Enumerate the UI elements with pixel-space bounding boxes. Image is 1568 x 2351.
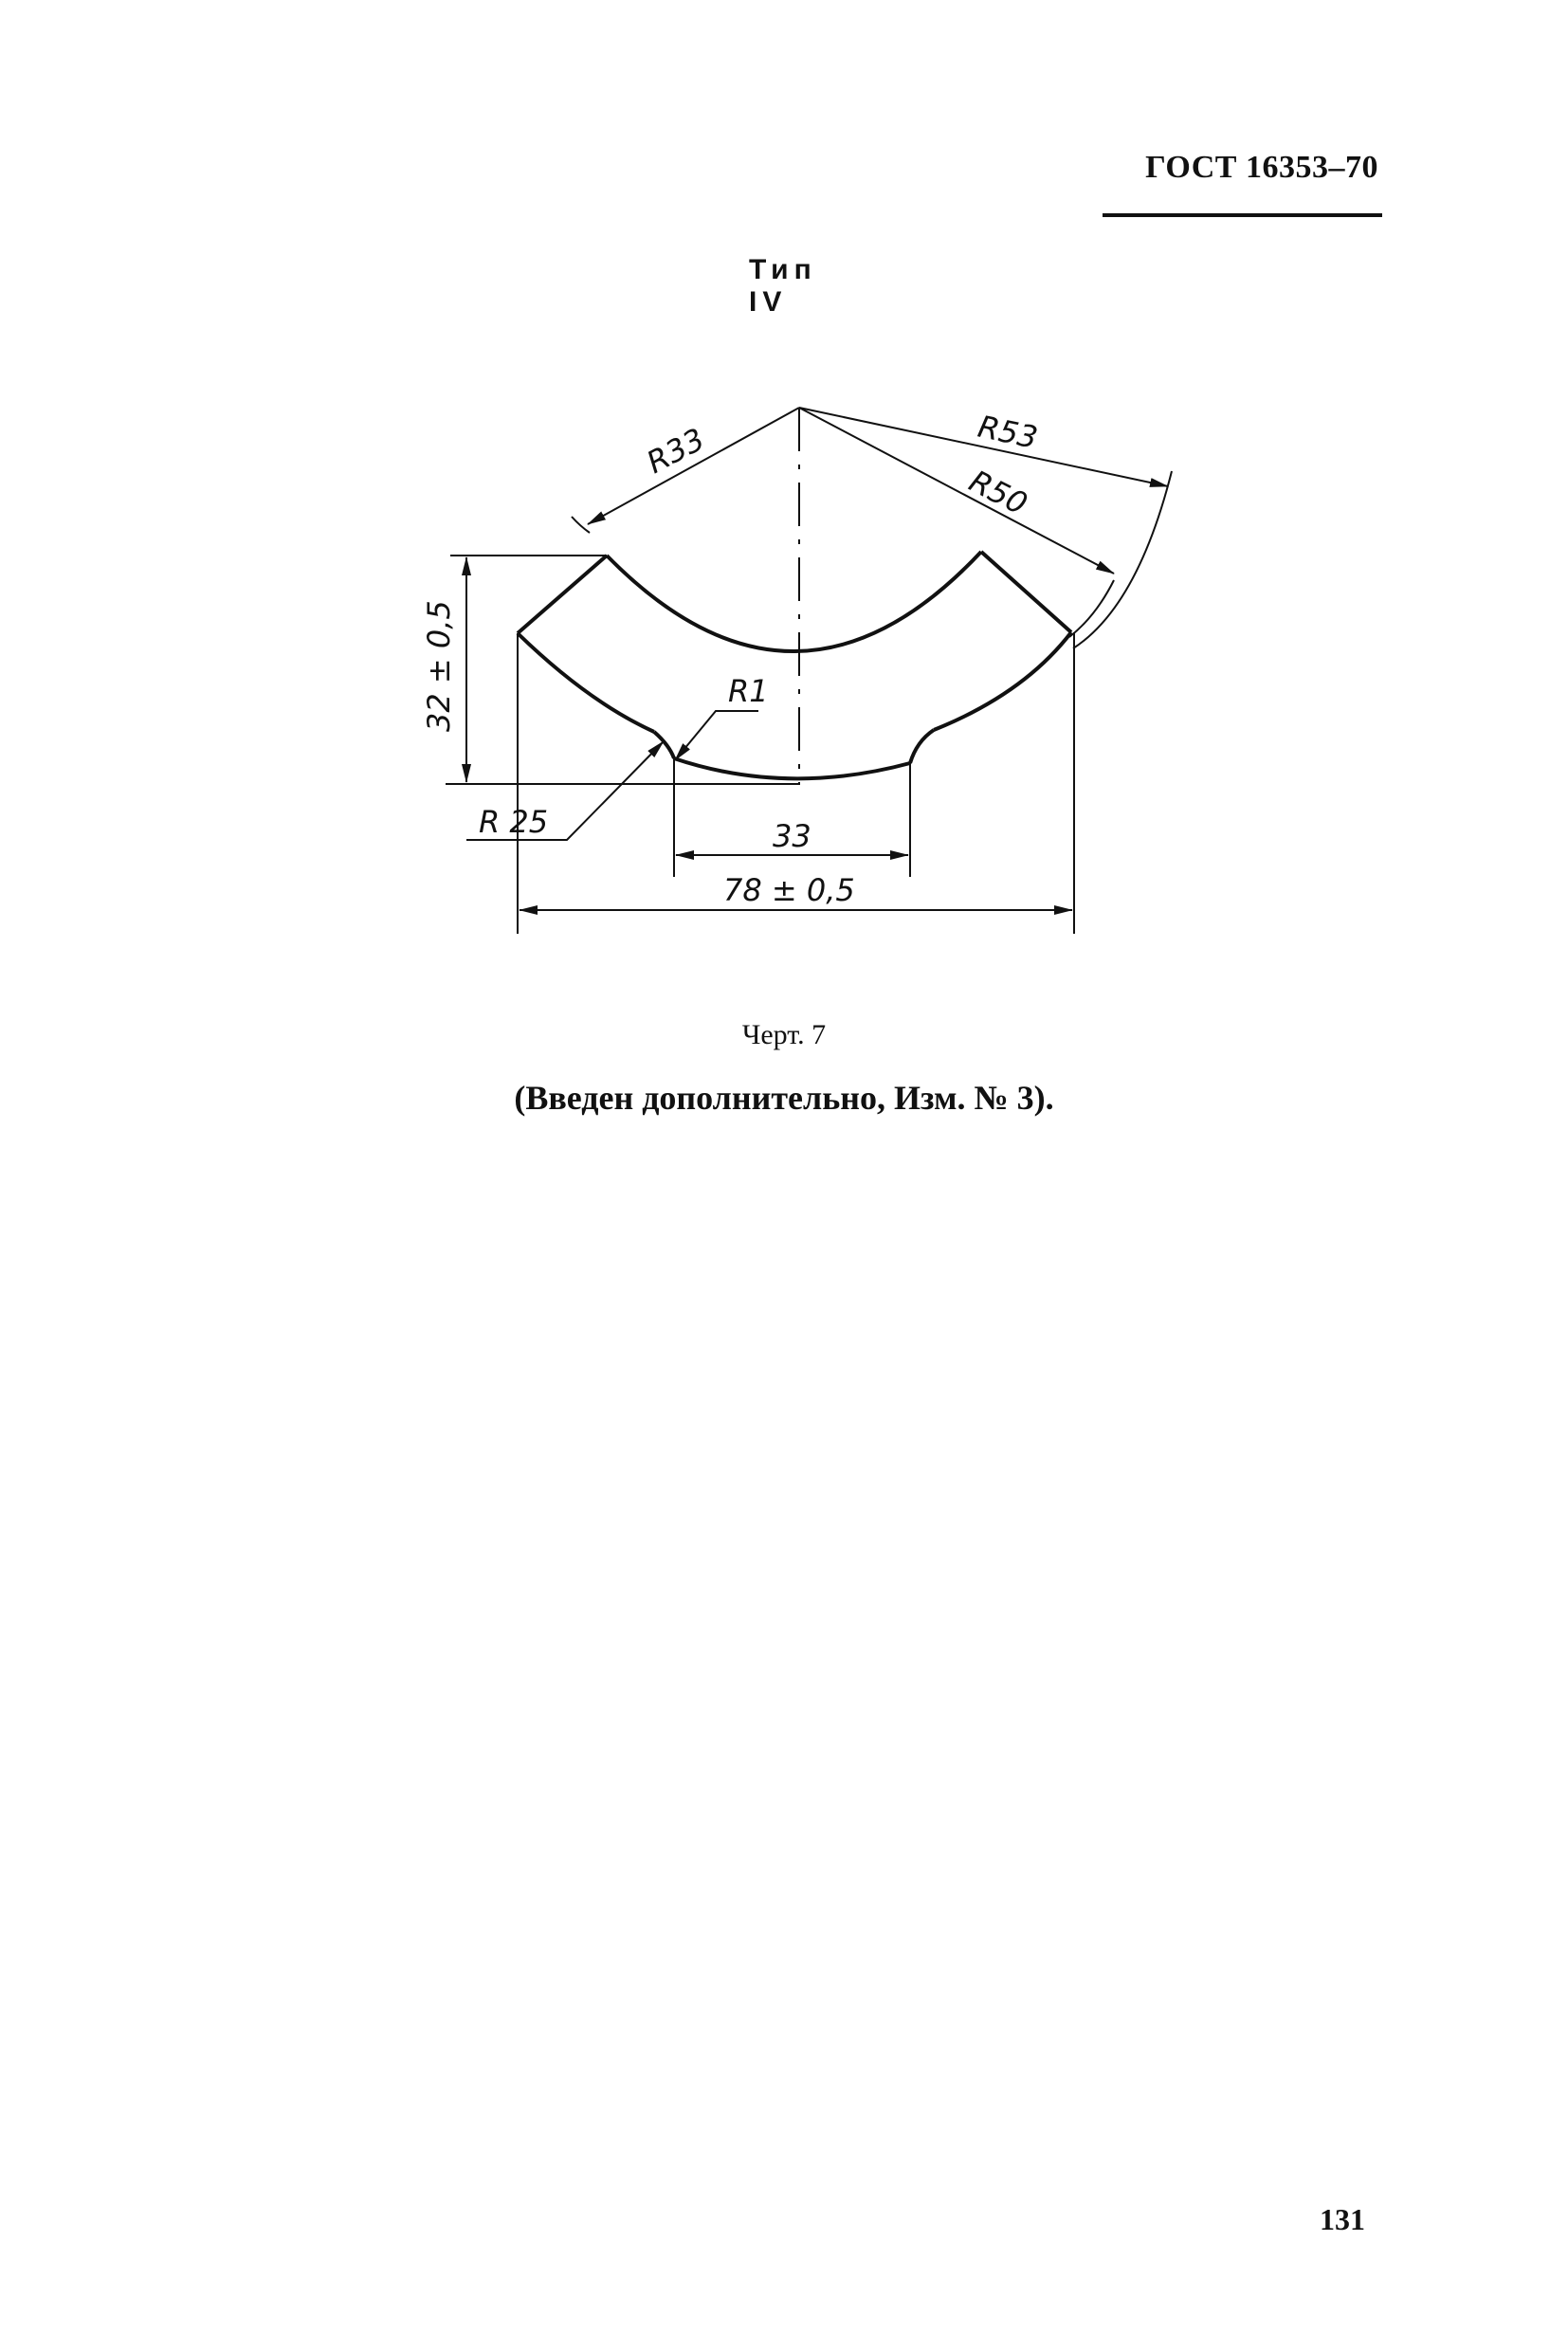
drawing-caption: Черт. 7 [741,1019,827,1050]
dim-overall-width: 78 ± 0,5 [723,872,855,908]
dim-r53: R53 [975,408,1041,456]
dim-r1: R1 [728,673,769,709]
standard-code: ГОСТ 16353–70 [1145,150,1378,185]
dim-r25: R 25 [479,804,549,840]
dim-base-width: 33 [773,818,811,854]
radius-leaders [466,408,1172,840]
technical-drawing [0,0,1568,1005]
drawing-type-title: Тип IV [749,254,817,318]
page-number: 131 [1320,2202,1365,2236]
dim-height: 32 ± 0,5 [421,600,457,732]
dimension-lines [466,557,1072,910]
amendment-note: (Введен дополнительно, Изм. № 3). [514,1079,1054,1117]
part-outline [518,552,1071,778]
dim-r50: R50 [963,463,1033,522]
dim-r33: R33 [640,420,711,482]
